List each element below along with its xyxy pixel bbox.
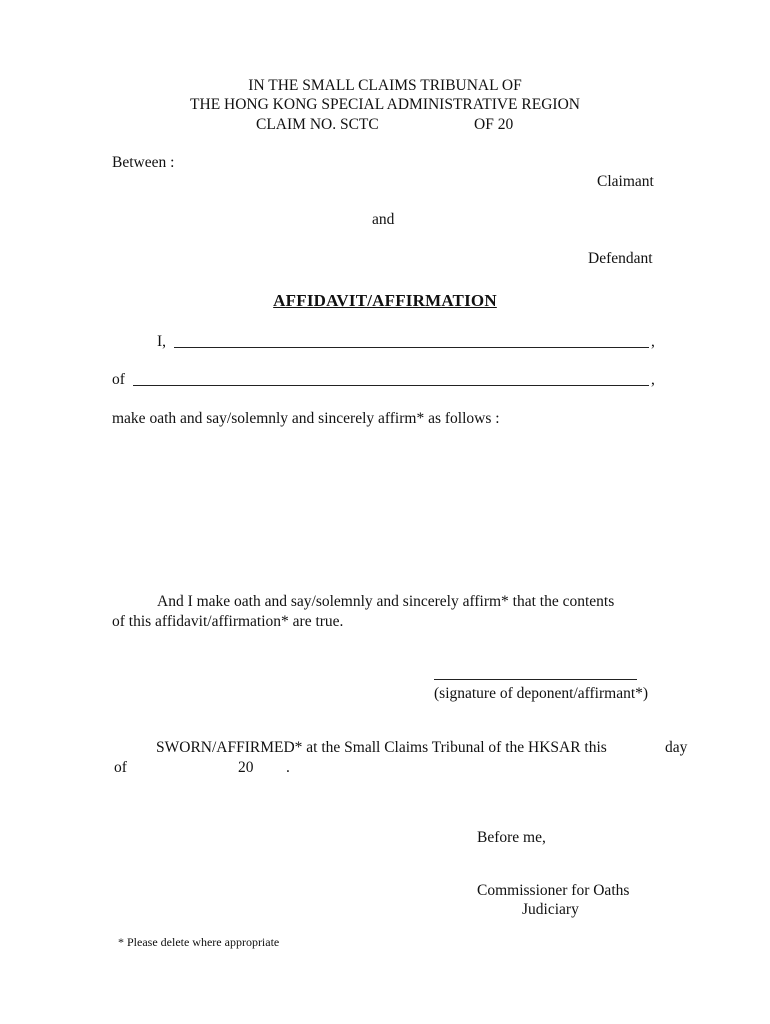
claimant-label: Claimant: [597, 173, 654, 190]
sworn-period: .: [286, 759, 290, 776]
judiciary-label: Judiciary: [522, 901, 579, 918]
sworn-month-label: of: [114, 759, 127, 776]
sworn-year-label: 20: [238, 759, 254, 776]
footnote: * Please delete where appropriate: [118, 935, 280, 949]
deponent-name-field[interactable]: [174, 331, 649, 348]
defendant-label: Defendant: [588, 250, 653, 267]
document-title: AFFIDAVIT/AFFIRMATION: [273, 291, 497, 310]
closing-statement-line-2: of this affidavit/affirmation* are true.: [112, 613, 344, 630]
sworn-statement-text: SWORN/AFFIRMED* at the Small Claims Tribunal of the HKSAR this: [156, 739, 607, 756]
and-label: and: [372, 211, 395, 228]
court-name-line-1: IN THE SMALL CLAIMS TRIBUNAL OF: [248, 77, 522, 94]
before-me-label: Before me,: [477, 829, 546, 846]
deponent-address-field[interactable]: [133, 369, 649, 386]
oath-intro-text: make oath and say/solemnly and sincerely affirm* as follows :: [112, 410, 500, 427]
sworn-day-label: day: [665, 739, 688, 756]
deponent-address-label: of: [112, 371, 125, 388]
deponent-name-comma: ,: [651, 333, 655, 350]
deponent-address-comma: ,: [651, 371, 655, 388]
between-label: Between :: [112, 154, 175, 171]
claim-number-label: CLAIM NO. SCTC: [256, 116, 379, 133]
claim-year-label: OF 20: [474, 116, 514, 133]
closing-statement-line-1: And I make oath and say/solemnly and sincerely affirm* that the contents: [157, 593, 615, 610]
commissioner-label: Commissioner for Oaths: [477, 882, 630, 899]
court-name-line-2: THE HONG KONG SPECIAL ADMINISTRATIVE REGION: [190, 96, 580, 113]
signature-caption: (signature of deponent/affirmant*): [434, 685, 649, 702]
deponent-name-label: I,: [157, 333, 167, 350]
signature-line[interactable]: [434, 679, 637, 680]
statement-body-area[interactable]: [112, 440, 657, 580]
